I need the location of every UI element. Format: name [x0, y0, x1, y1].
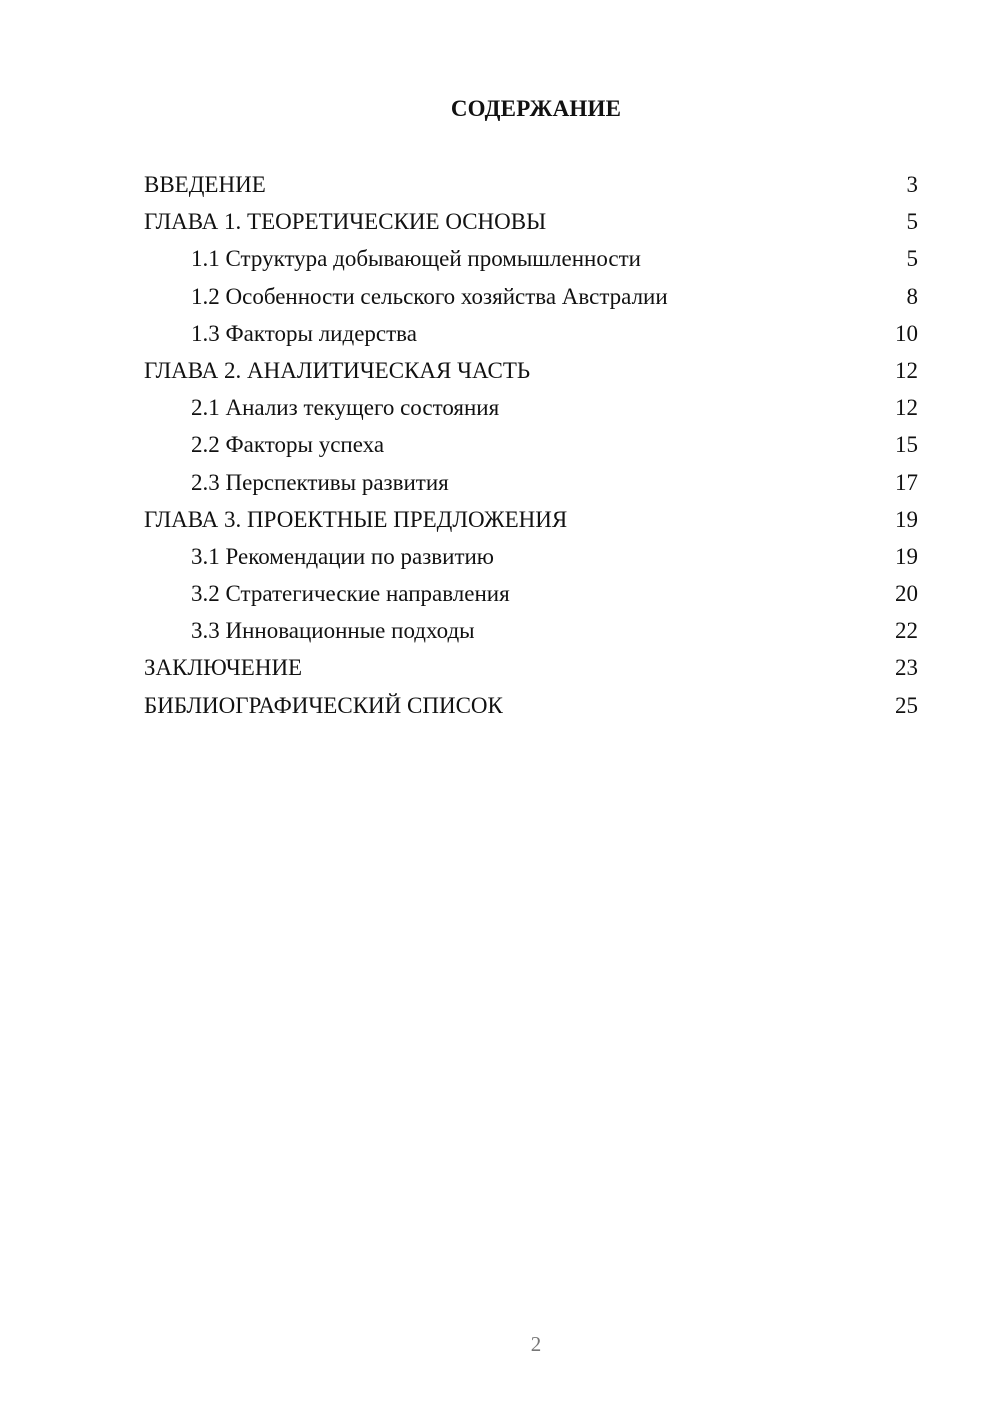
toc-entry-label: 2.2 Факторы успеха	[191, 432, 385, 458]
toc-entry-label: ГЛАВА 2. АНАЛИТИЧЕСКАЯ ЧАСТЬ	[144, 357, 531, 383]
toc-entry	[144, 501, 918, 538]
toc-entry-label: 1.1 Структура добывающей промышленности	[191, 246, 641, 272]
toc-entry-label: ЗАКЛЮЧЕНИЕ	[144, 655, 303, 681]
table-of-contents	[144, 166, 918, 724]
toc-entry-page: 17	[895, 469, 918, 495]
toc-entry-page: 10	[895, 320, 918, 346]
page-title: СОДЕРЖАНИЕ	[450, 96, 622, 121]
toc-entry-label: ГЛАВА 1. ТЕОРЕТИЧЕСКИЕ ОСНОВЫ	[144, 209, 547, 235]
toc-entry-page: 23	[895, 655, 918, 681]
toc-subentry	[144, 464, 918, 501]
toc-entry-page: 5	[906, 246, 918, 272]
toc-entry	[144, 166, 918, 203]
toc-entry-label: ГЛАВА 3. ПРОЕКТНЫЕ ПРЕДЛОЖЕНИЯ	[144, 506, 568, 532]
toc-subentry	[144, 538, 918, 575]
toc-entry-page: 3	[906, 172, 918, 197]
toc-entry-label: 3.2 Стратегические направления	[191, 581, 510, 607]
toc-subentry	[144, 240, 918, 277]
toc-entry-page: 12	[895, 395, 918, 421]
toc-entry-label: ВВЕДЕНИЕ	[144, 172, 266, 197]
toc-entry-label: 2.3 Перспективы развития	[191, 469, 449, 495]
toc-entry-page: 5	[906, 209, 918, 235]
toc-subentry	[144, 278, 918, 315]
toc-entry-page: 8	[906, 283, 918, 309]
toc-entry-label: 3.1 Рекомендации по развитию	[191, 543, 494, 569]
toc-subentry	[144, 612, 918, 649]
toc-entry-page: 25	[895, 692, 918, 718]
toc-subentry	[144, 315, 918, 352]
toc-subentry	[144, 575, 918, 612]
toc-entry-label: 1.3 Факторы лидерства	[191, 320, 417, 346]
toc-entry	[144, 649, 918, 686]
toc-entry-label: 2.1 Анализ текущего состояния	[191, 395, 500, 421]
toc-entry	[144, 352, 918, 389]
toc-entry-label: 1.2 Особенности сельского хозяйства Австралии	[191, 283, 668, 309]
toc-entry-page: 19	[895, 543, 918, 569]
toc-entry-label: 3.3 Инновационные подходы	[191, 618, 475, 644]
toc-entry-page: 12	[895, 357, 918, 383]
toc-entry	[144, 203, 918, 240]
page-number: 2	[530, 1332, 542, 1356]
toc-entry-page: 22	[895, 618, 918, 644]
toc-entry-page: 20	[895, 581, 918, 607]
toc-entry-label: БИБЛИОГРАФИЧЕСКИЙ СПИСОК	[144, 692, 503, 718]
toc-entry	[144, 687, 918, 724]
toc-entry-page: 15	[895, 432, 918, 458]
toc-entry-page: 19	[895, 506, 918, 532]
toc-subentry	[144, 389, 918, 426]
toc-subentry	[144, 426, 918, 463]
